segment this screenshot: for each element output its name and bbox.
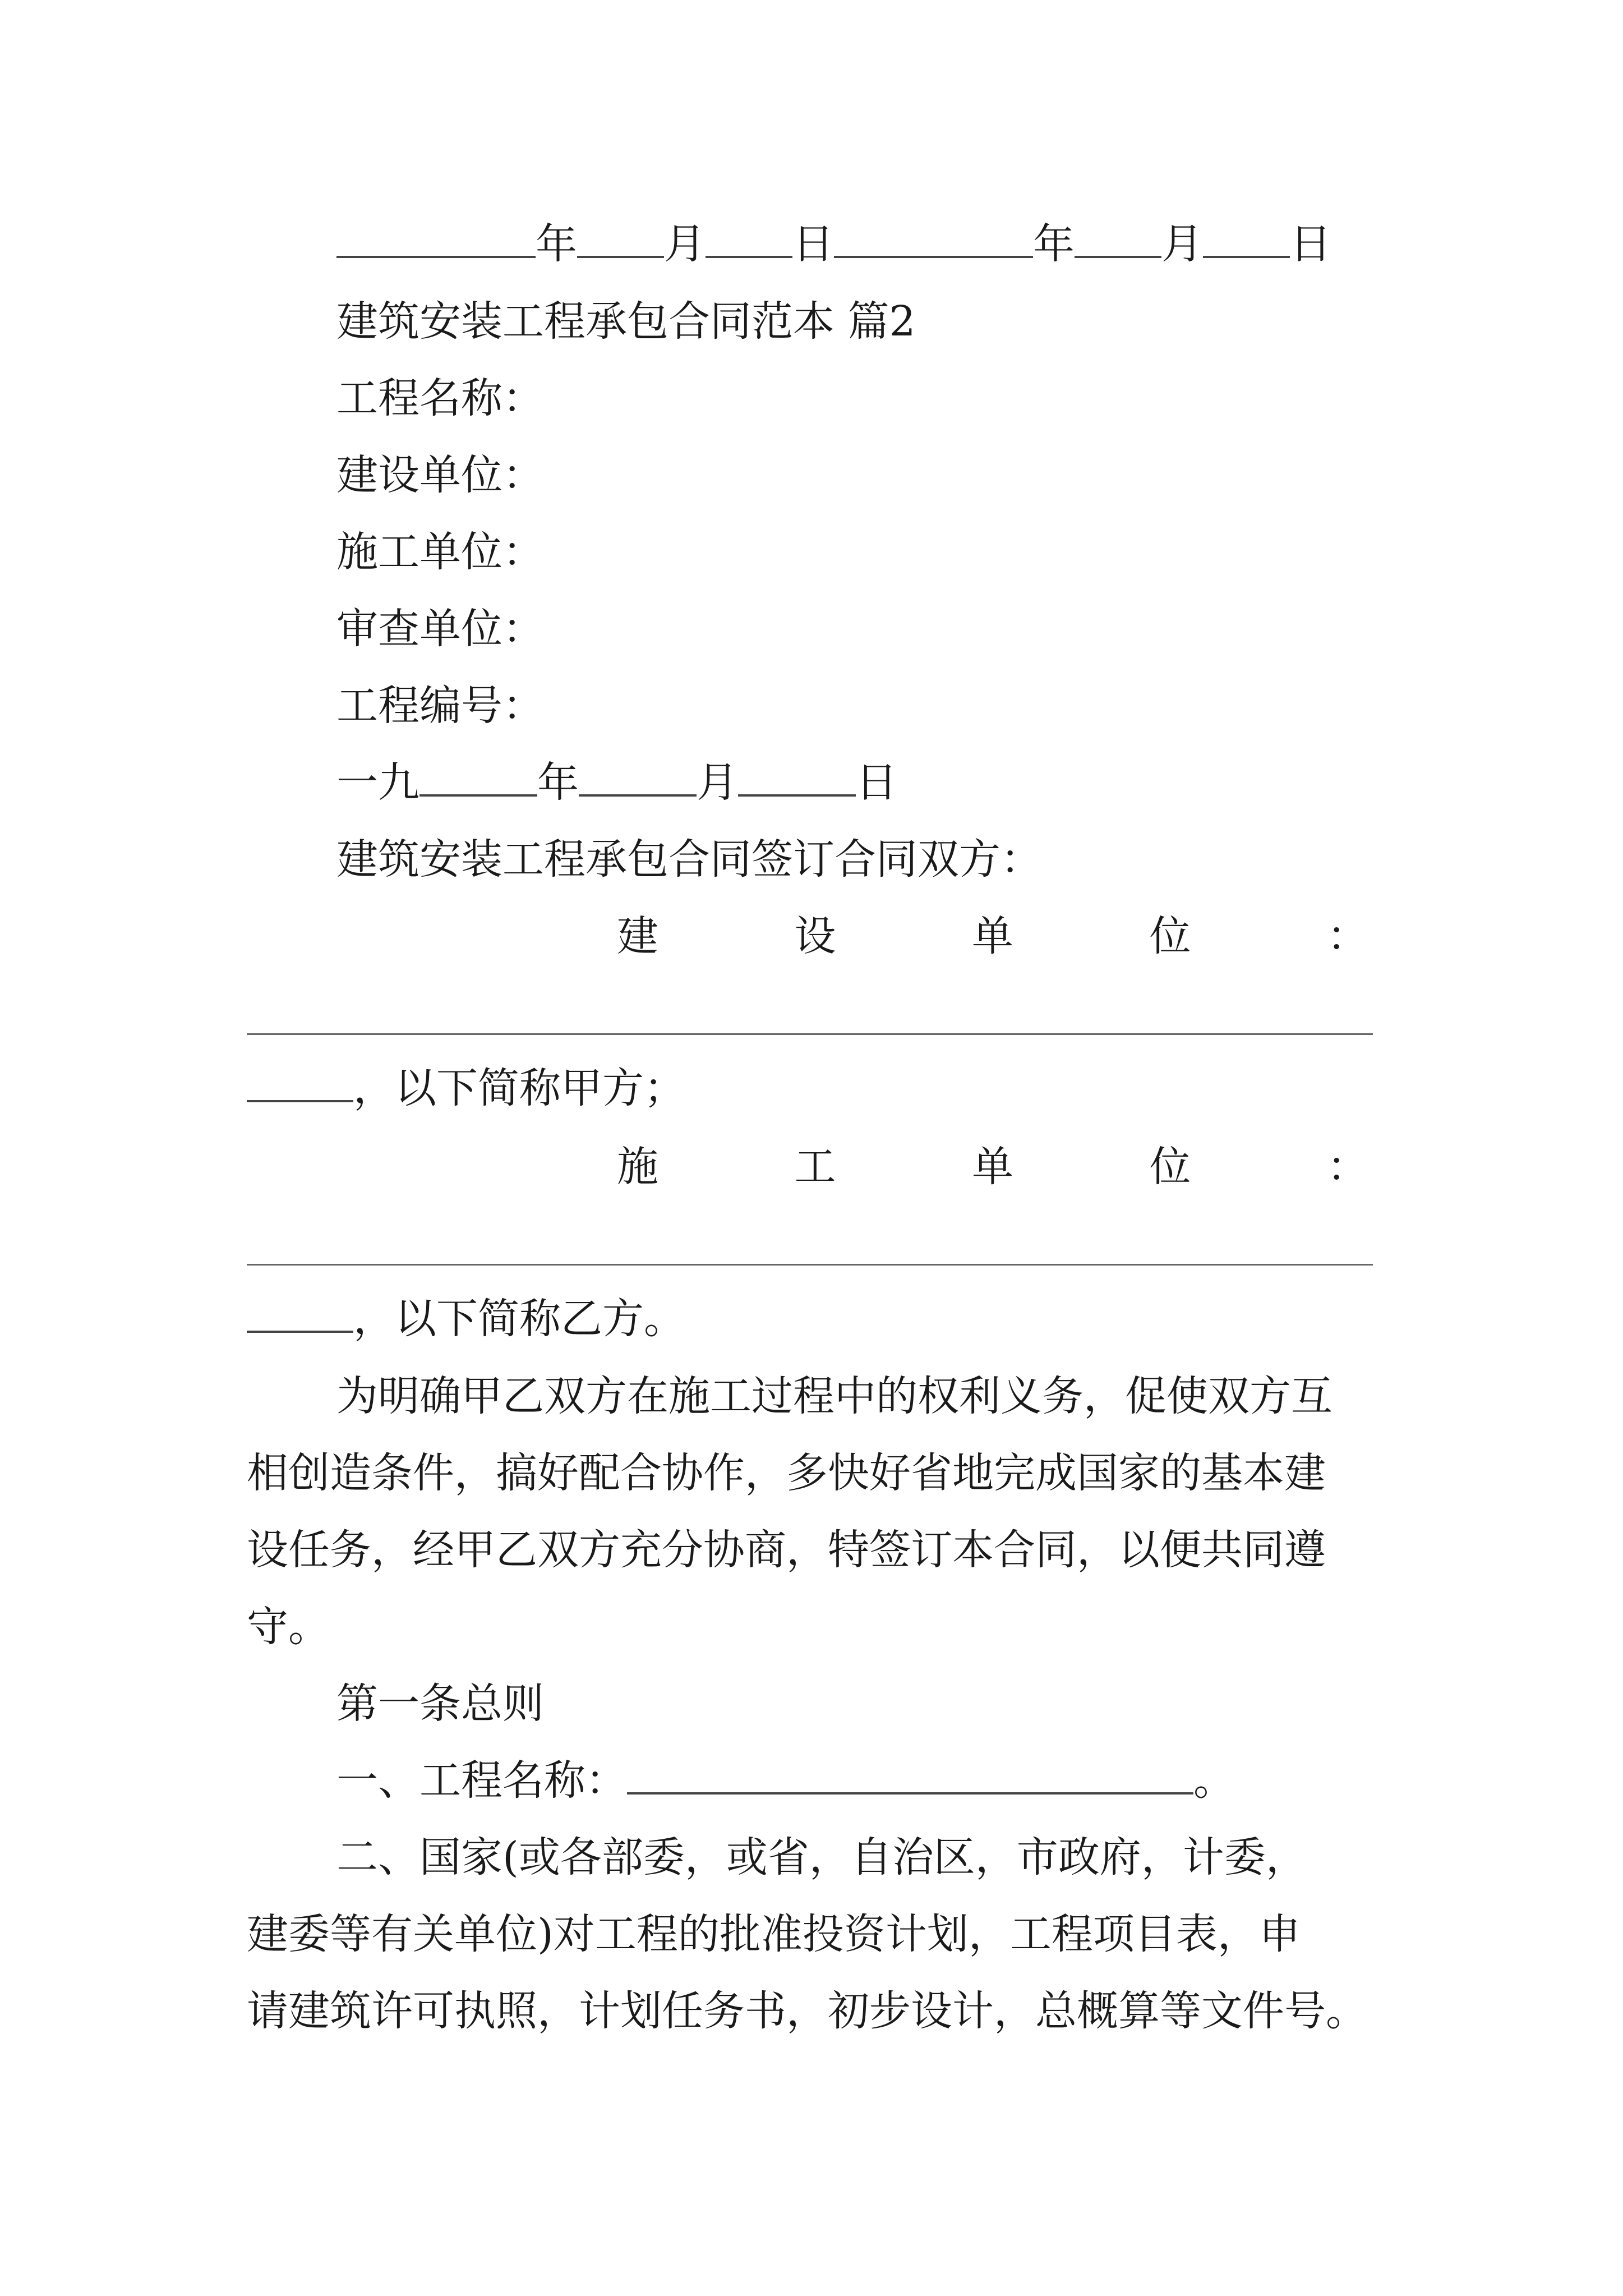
blank-field xyxy=(738,758,856,797)
day-label: 日 xyxy=(1290,220,1331,268)
intro-line: 相创造条件，搞好配合协作，多快好省地完成国家的基本建 xyxy=(247,1449,1326,1497)
label-char: 工 xyxy=(794,1143,836,1191)
year-label: 年 xyxy=(536,220,577,268)
label-char: 施 xyxy=(617,1143,658,1191)
party-b-label xyxy=(617,1139,1368,1195)
article-title: 第一条总则 xyxy=(336,1680,544,1728)
month-label: 月 xyxy=(697,758,738,807)
blank-field xyxy=(247,1295,353,1333)
label-char: 位 xyxy=(1149,912,1191,960)
item-2-line: 建委等有关单位)对工程的批准投资计划，工程项目表，申 xyxy=(247,1910,1301,1958)
field-project-number: 工程编号： xyxy=(336,682,544,730)
party-a-label xyxy=(617,908,1368,964)
label-char: 位 xyxy=(1149,1143,1191,1191)
year-label: 年 xyxy=(537,758,579,807)
blank-field xyxy=(1075,220,1161,258)
intro-line: 守。 xyxy=(247,1603,330,1651)
blank-field xyxy=(579,758,697,797)
party-a-suffix: ，以下简称甲方； xyxy=(353,1064,685,1112)
day-label: 日 xyxy=(856,758,897,807)
year-line xyxy=(336,754,897,811)
field-construction-unit: 建设单位： xyxy=(336,451,544,499)
year-label: 年 xyxy=(1033,220,1075,268)
label-char: 设 xyxy=(794,912,836,960)
item-2-line: 二、国家(或各部委，或省，自治区，市政府，计委， xyxy=(336,1833,1307,1881)
month-label: 月 xyxy=(664,220,706,268)
intro-line: 设任务，经甲乙双方充分协商，特签订本合同，以便共同遵 xyxy=(247,1526,1326,1574)
date-line xyxy=(336,216,1331,272)
label-char: ： xyxy=(1327,1143,1368,1191)
month-label: 月 xyxy=(1161,220,1203,268)
blank-field xyxy=(336,220,536,258)
party-b-suffix-line xyxy=(247,1291,685,1347)
year-prefix: 一九 xyxy=(336,758,419,807)
item-2-line: 请建筑许可执照，计划任务书，初步设计，总概算等文件号。 xyxy=(247,1987,1367,2035)
item-1-end: 。 xyxy=(1193,1756,1235,1805)
blank-field xyxy=(247,1064,353,1102)
blank-field xyxy=(834,220,1033,258)
blank-field xyxy=(627,1756,1193,1795)
item-1-label: 一、工程名称： xyxy=(336,1756,627,1805)
party-a-suffix-line xyxy=(247,1060,685,1116)
party-b-blank-line xyxy=(247,1264,1373,1266)
item-1-line xyxy=(336,1752,1235,1809)
blank-field xyxy=(706,220,792,258)
day-label: 日 xyxy=(792,220,834,268)
label-char: 单 xyxy=(972,1143,1013,1191)
intro-line: 为明确甲乙双方在施工过程中的权利义务，促使双方互 xyxy=(336,1372,1332,1420)
party-a-blank-line xyxy=(247,1033,1373,1035)
field-review-unit: 审查单位： xyxy=(336,605,544,653)
parties-title: 建筑安装工程承包合同签订合同双方： xyxy=(336,835,1042,884)
label-char: 建 xyxy=(617,912,658,960)
label-char: 单 xyxy=(972,912,1013,960)
blank-field xyxy=(577,220,664,258)
blank-field xyxy=(1203,220,1290,258)
field-project-name: 工程名称： xyxy=(336,374,544,422)
party-b-suffix: ，以下简称乙方。 xyxy=(353,1295,685,1343)
label-char: ： xyxy=(1327,912,1368,960)
field-builder-unit: 施工单位： xyxy=(336,528,544,576)
blank-field xyxy=(419,758,537,797)
section-heading: 建筑安装工程承包合同范本 篇2 xyxy=(336,297,916,346)
